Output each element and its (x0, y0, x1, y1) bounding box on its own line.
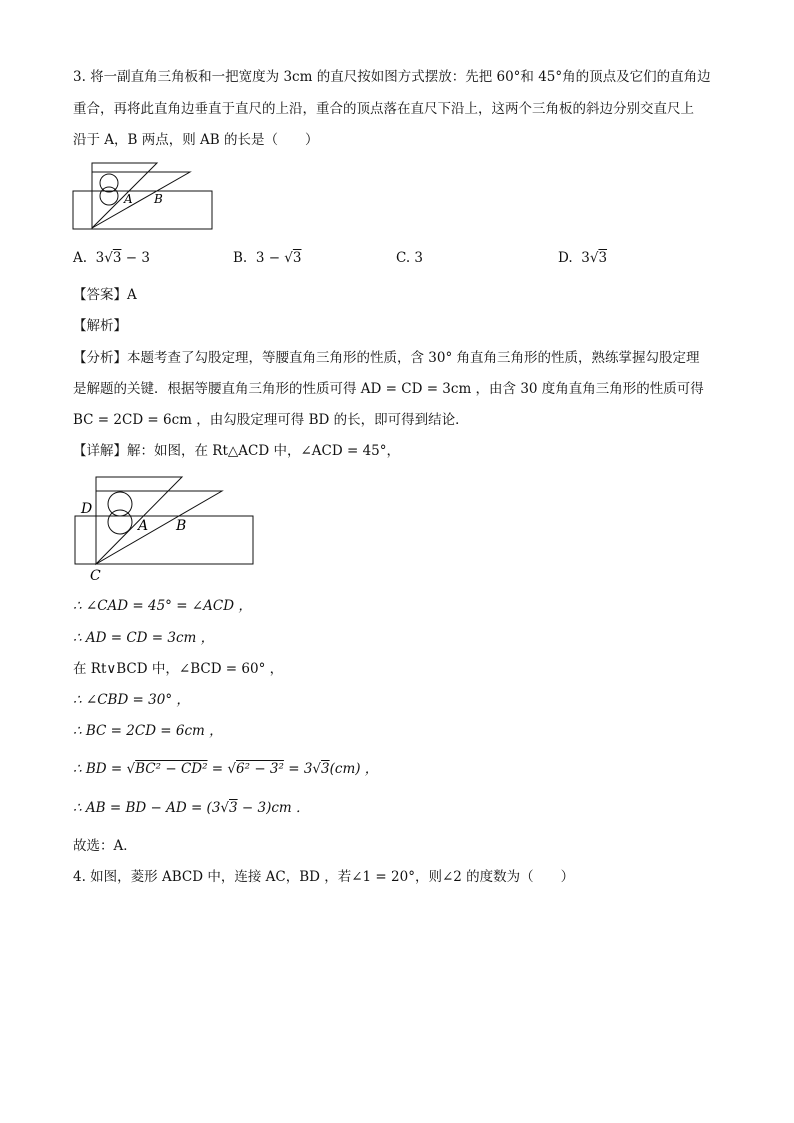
step-2: ∴ AD = CD = 3cm ， (73, 630, 215, 646)
label-A: A (124, 192, 133, 206)
analysis-line-1: 【分析】本题考查了勾股定理，等腰直角三角形的性质，含 30° 角直角三角形的性质，熟练掌握勾股定理 (73, 350, 700, 366)
step-1: ∴ ∠CAD = 45° = ∠ACD ， (73, 598, 252, 614)
step-7: ∴ AB = BD − AD = (3√3 − 3)cm ． (73, 800, 310, 816)
angle-mark-lower (108, 510, 132, 534)
q3-line-3: 沿于 A，B 两点，则 AB 的长是（ ） (73, 132, 319, 148)
detail-figure (72, 472, 258, 584)
option-d[interactable]: D. 3√3 (558, 250, 608, 266)
label-D: D (81, 501, 93, 517)
ruler (73, 191, 212, 229)
triangle-60 (92, 172, 190, 228)
label-B: B (154, 192, 163, 206)
label-B: B (176, 518, 187, 534)
q3-line-2: 重合，再将此直角边垂直于直尺的上沿，重合的顶点落在直尺下沿上，这两个三角板的斜边分别交直尺上 (73, 101, 694, 117)
q3-line-1: 3. 将一副直角三角板和一把宽度为 3cm 的直尺按如图方式摆放：先把 60°和 45°角的顶点及它们的直角边 (73, 69, 711, 85)
label-C: C (90, 568, 101, 584)
analysis-tag: 【解析】 (73, 318, 127, 334)
option-b[interactable]: B. 3 − √3 (233, 250, 302, 266)
label-A: A (138, 518, 149, 534)
angle-mark-upper (108, 492, 132, 516)
step-6: ∴ BD = √BC² − CD² = √6² − 3² = 3√3(cm) ， (73, 761, 379, 777)
option-a[interactable]: A. 3√3 − 3 (73, 250, 150, 266)
q4-line-1: 4. 如图，菱形 ABCD 中，连接 AC，BD ，若∠1 = 20°，则∠2 的度数为（ ） (73, 869, 575, 885)
analysis-line-2: 是解题的关键．根据等腰直角三角形的性质可得 AD = CD = 3cm ，由含 30 度角直角三角形的性质可得 (73, 381, 704, 397)
conclusion: 故选：A． (73, 838, 137, 854)
angle-mark-lower (100, 187, 118, 205)
triangle-60 (96, 491, 222, 564)
step-3: 在 Rt∨BCD 中，∠BCD = 60° ， (73, 661, 284, 677)
detail-line-1: 【详解】解：如图，在 Rt△ACD 中，∠ACD = 45°， (73, 443, 400, 459)
step-5: ∴ BC = 2CD = 6cm ， (73, 723, 223, 739)
answer-line: 【答案】A (73, 287, 137, 303)
step-4: ∴ ∠CBD = 30° ， (73, 692, 190, 708)
q3-figure (70, 158, 220, 234)
ruler (75, 516, 253, 564)
option-c[interactable]: C. 3 (396, 250, 424, 266)
analysis-line-3: BC = 2CD = 6cm ，由勾股定理可得 BD 的长，即可得到结论． (73, 412, 469, 428)
